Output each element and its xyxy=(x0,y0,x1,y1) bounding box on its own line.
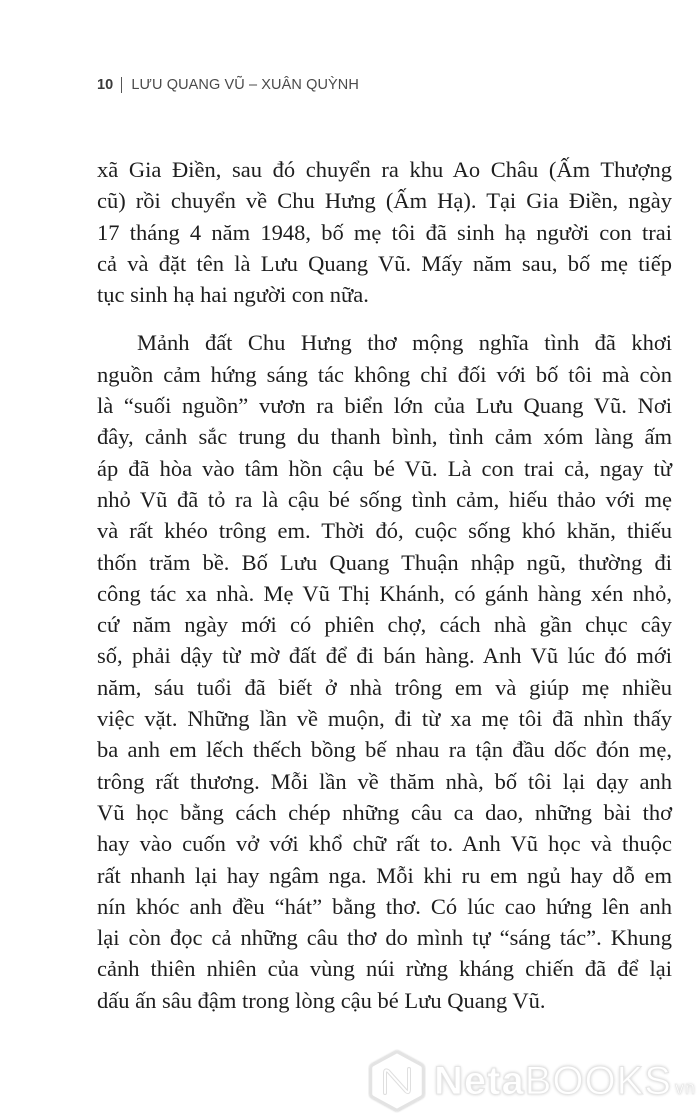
text-line: thốn trăm bề. Bố Lưu Quang Thuận nhập ngũ, thường đi xyxy=(97,549,672,575)
header-separator xyxy=(121,77,122,93)
text-line: nguồn cảm hứng sáng tác không chỉ đối với bố tôi mà còn xyxy=(97,361,672,387)
text-line: cũ) rồi chuyển về Chu Hưng (Ấm Hạ). Tại Gia Điền, ngày xyxy=(97,188,672,214)
text-line: Vũ học bằng cách chép những câu ca dao, những bài thơ xyxy=(97,799,672,825)
text-line: tục sinh hạ hai người con nữa. xyxy=(97,282,369,308)
text-line: dấu ấn sâu đậm trong lòng cậu bé Lưu Quang Vũ. xyxy=(97,987,546,1013)
watermark-brand-neta: Neta xyxy=(434,1058,525,1103)
text-line: cả và đặt tên là Lưu Quang Vũ. Mấy năm sau, bố mẹ tiếp xyxy=(97,250,672,276)
text-line: xã Gia Điền, sau đó chuyển ra khu Ao Châu (Ấm Thượng xyxy=(97,157,672,182)
page-number: 10 xyxy=(97,77,114,93)
text-line: cảnh thiên nhiên của vùng núi rừng kháng chiến đã để lại xyxy=(97,956,672,982)
text-line: công tác xa nhà. Mẹ Vũ Thị Khánh, có gánh hàng xén nhỏ, xyxy=(97,580,672,606)
text-line: hay vào cuốn vở với khổ chữ rất to. Anh Vũ học và thuộc xyxy=(97,831,672,857)
text-line: đây, cảnh sắc trung du thanh bình, tình cảm xóm làng ấm xyxy=(97,424,672,450)
text-line: nín khóc anh đều “hát” bằng thơ. Có lúc cao hứng lên anh xyxy=(97,893,672,919)
text-line: việc vặt. Những lần về muộn, đi từ xa mẹ tôi đã nhìn thấy xyxy=(97,706,672,732)
text-line: cứ năm ngày mới có phiên chợ, cách nhà gần chục cây xyxy=(97,612,672,638)
paragraph xyxy=(97,327,672,1016)
text-line: năm, sáu tuổi đã biết ở nhà trông em và giúp mẹ nhiều xyxy=(97,674,672,700)
running-title: LƯU QUANG VŨ – XUÂN QUỲNH xyxy=(131,77,359,93)
netabooks-watermark xyxy=(368,1046,698,1116)
text-line: lại còn đọc cả những câu thơ do mình tự “sáng tác”. Khung xyxy=(97,925,672,951)
text-line: nhỏ Vũ đã tỏ ra là cậu bé sống tình cảm, hiếu thảo với mẹ xyxy=(97,486,672,512)
text-line: Mảnh đất Chu Hưng thơ mộng nghĩa tình đã khơi xyxy=(137,330,672,356)
watermark-suffix: vn xyxy=(674,1077,696,1098)
watermark-text xyxy=(434,1059,696,1104)
text-line: rất nhanh lại hay ngâm nga. Mỗi khi ru em ngủ hay dỗ em xyxy=(97,862,672,888)
watermark-brand-books: BOOKS xyxy=(524,1058,672,1103)
body-text xyxy=(97,154,672,1016)
running-header xyxy=(97,77,359,93)
hexagon-n-logo-icon xyxy=(368,1049,426,1113)
text-line: và rất khéo trông em. Thời đó, cuộc sống khó khăn, thiếu xyxy=(97,518,672,544)
text-line: trông rất thương. Mỗi lần về thăm nhà, bố tôi lại dạy anh xyxy=(97,768,672,794)
text-line: 17 tháng 4 năm 1948, bố mẹ tôi đã sinh hạ người con trai xyxy=(97,219,672,245)
text-line: là “suối nguồn” vươn ra biển lớn của Lưu Quang Vũ. Nơi xyxy=(97,393,672,419)
paragraph xyxy=(97,154,672,310)
text-line: số, phải dậy từ mờ đất để đi bán hàng. Anh Vũ lúc đó mới xyxy=(97,643,672,669)
text-line: áp đã hòa vào tâm hồn cậu bé Vũ. Là con trai cả, ngay từ xyxy=(97,455,672,481)
text-line: ba anh em lếch thếch bồng bế nhau ra tận đầu dốc đón mẹ, xyxy=(97,737,672,763)
